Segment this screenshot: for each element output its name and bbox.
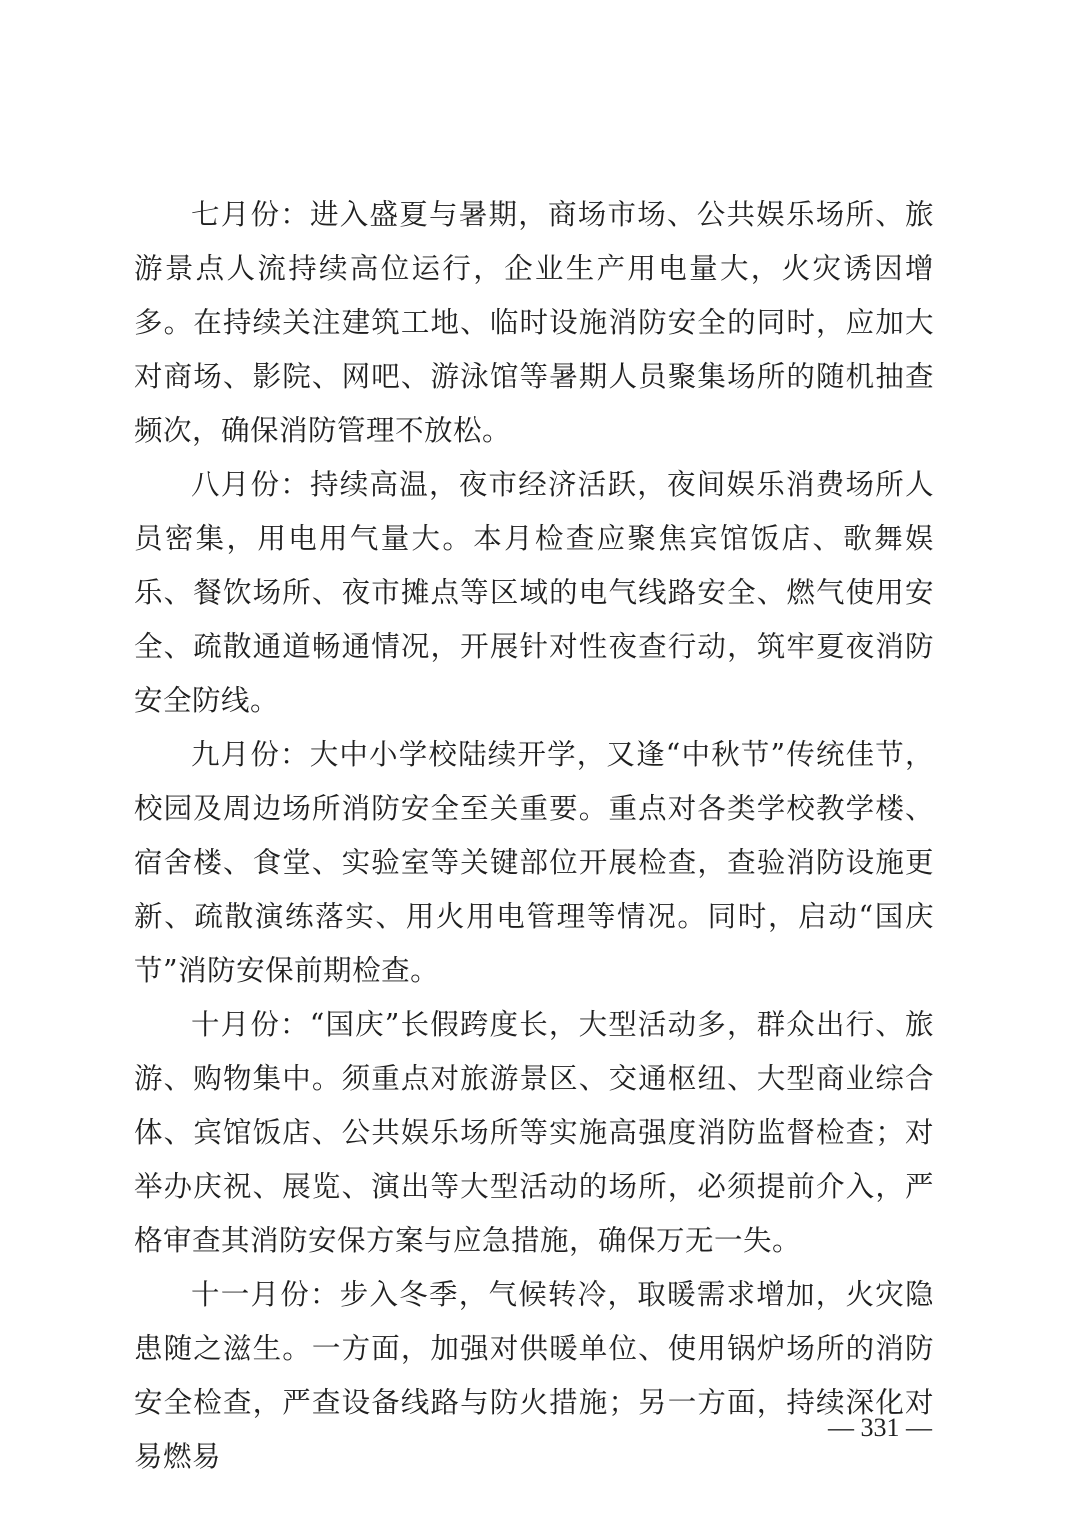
paragraph-november: 十一月份：步入冬季，气候转冷，取暖需求增加，火灾隐患随之滋生。一方面，加强对供暖单位、使用锅炉场所的消防安全检查，严查设备线路与防火措施；另一方面，持续深化对易燃易 bbox=[134, 1278, 934, 1473]
paragraph-september: 九月份：大中小学校陆续开学，又逢“中秋节”传统佳节，校园及周边场所消防安全至关重要。重点对各类学校教学楼、宿舍楼、食堂、实验室等关键部位开展检查，查验消防设施更新、疏散演练落实、用火用电管理等情况。同时，启动“国庆节”消防安保前期检查。 bbox=[134, 738, 934, 987]
page-number: — 331 — bbox=[828, 1413, 932, 1442]
body-text bbox=[134, 188, 934, 1484]
paragraph-october: 十月份：“国庆”长假跨度长，大型活动多，群众出行、旅游、购物集中。须重点对旅游景区、交通枢纽、大型商业综合体、宾馆饭店、公共娱乐场所等实施高强度消防监督检查；对举办庆祝、展览、演出等大型活动的场所，必须提前介入，严格审查其消防安保方案与应急措施，确保万无一失。 bbox=[134, 1008, 934, 1257]
paragraph-july: 七月份：进入盛夏与暑期，商场市场、公共娱乐场所、旅游景点人流持续高位运行，企业生产用电量大，火灾诱因增多。在持续关注建筑工地、临时设施消防安全的同时，应加大对商场、影院、网吧、游泳馆等暑期人员聚集场所的随机抽查频次，确保消防管理不放松。 bbox=[134, 198, 934, 447]
paragraph-august: 八月份：持续高温，夜市经济活跃，夜间娱乐消费场所人员密集，用电用气量大。本月检查应聚焦宾馆饭店、歌舞娱乐、餐饮场所、夜市摊点等区域的电气线路安全、燃气使用安全、疏散通道畅通情况，开展针对性夜查行动，筑牢夏夜消防安全防线。 bbox=[134, 468, 934, 717]
